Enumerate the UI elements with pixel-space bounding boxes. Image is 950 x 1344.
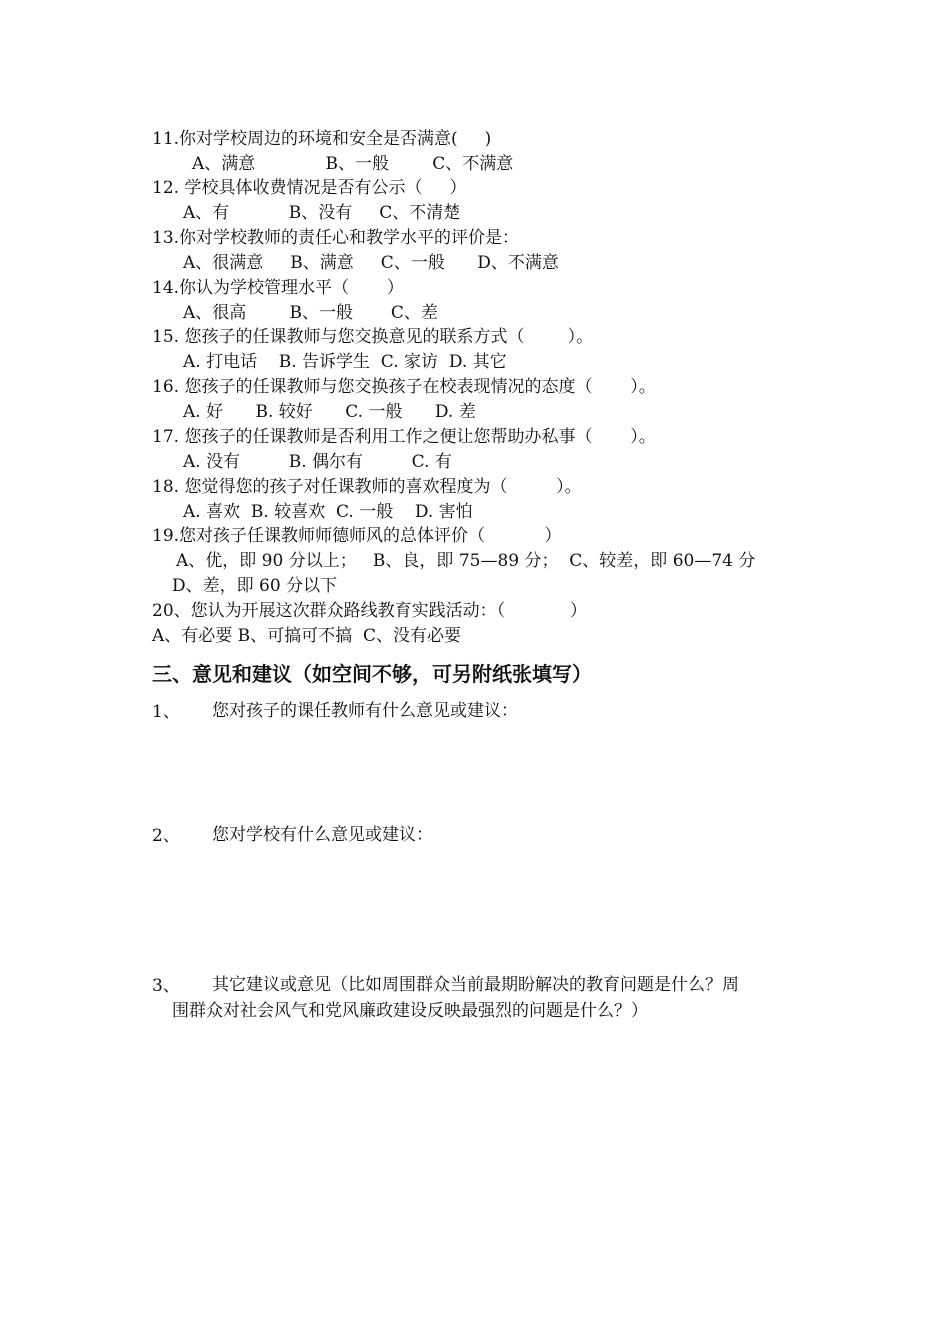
section-heading: 三、意见和建议（如空间不够，可另附纸张填写） xyxy=(152,662,592,686)
question-14: 14.你认为学校管理水平（ ） xyxy=(152,278,404,298)
suggestion-3-text: 其它建议或意见（比如周围群众当前最期盼解决的教育问题是什么？周 xyxy=(212,975,739,995)
question-15-options: A. 打电话 B. 告诉学生 C. 家访 D. 其它 xyxy=(183,352,507,372)
question-12: 12. 学校具体收费情况是否有公示（ ） xyxy=(152,178,467,198)
suggestion-2-text: 您对学校有什么意见或建议： xyxy=(212,825,433,845)
question-19-options: A、优，即 90 分以上； B、良，即 75—89 分； C、较差，即 60—74 分 xyxy=(176,551,756,571)
question-18-options: A. 喜欢 B. 较喜欢 C. 一般 D. 害怕 xyxy=(183,502,473,522)
question-17: 17. 您孩子的任课教师是否利用工作之便让您帮助办私事（ ）。 xyxy=(152,427,656,447)
question-11-options: A、满意 B、一般 C、不满意 xyxy=(192,154,514,174)
question-20: 20、您认为开展这次群众路线教育实践活动：（ ） xyxy=(152,601,587,621)
suggestion-1-text: 您对孩子的课任教师有什么意见或建议： xyxy=(212,701,518,721)
question-14-options: A、很高 B、一般 C、差 xyxy=(183,303,438,323)
suggestion-1-number: 1、 xyxy=(152,702,180,722)
suggestion-2-number: 2、 xyxy=(152,826,180,846)
question-19-option-d: D、差，即 60 分以下 xyxy=(172,576,338,596)
question-16-options: A. 好 B. 较好 C. 一般 D. 差 xyxy=(183,402,476,422)
suggestion-3-text-continued: 围群众对社会风气和党风廉政建设反映最强烈的问题是什么？） xyxy=(172,1001,648,1021)
question-17-options: A. 没有 B. 偶尔有 C. 有 xyxy=(183,452,452,472)
question-15: 15. 您孩子的任课教师与您交换意见的联系方式（ ）。 xyxy=(152,327,594,347)
question-13: 13.你对学校教师的责任心和教学水平的评价是： xyxy=(152,228,520,248)
question-18: 18. 您觉得您的孩子对任课教师的喜欢程度为（ ）。 xyxy=(152,477,582,497)
question-20-options: A、有必要 B、可搞可不搞 C、没有必要 xyxy=(152,626,461,646)
suggestion-3-number: 3、 xyxy=(152,976,180,996)
question-19: 19.您对孩子任课教师师德师风的总体评价（ ） xyxy=(152,526,562,546)
question-13-options: A、很满意 B、满意 C、一般 D、不满意 xyxy=(183,253,559,273)
question-12-options: A、有 B、没有 C、不清楚 xyxy=(183,203,461,223)
question-11: 11.你对学校周边的环境和安全是否满意( ) xyxy=(152,129,492,149)
question-16: 16. 您孩子的任课教师与您交换孩子在校表现情况的态度（ ）。 xyxy=(152,377,656,397)
